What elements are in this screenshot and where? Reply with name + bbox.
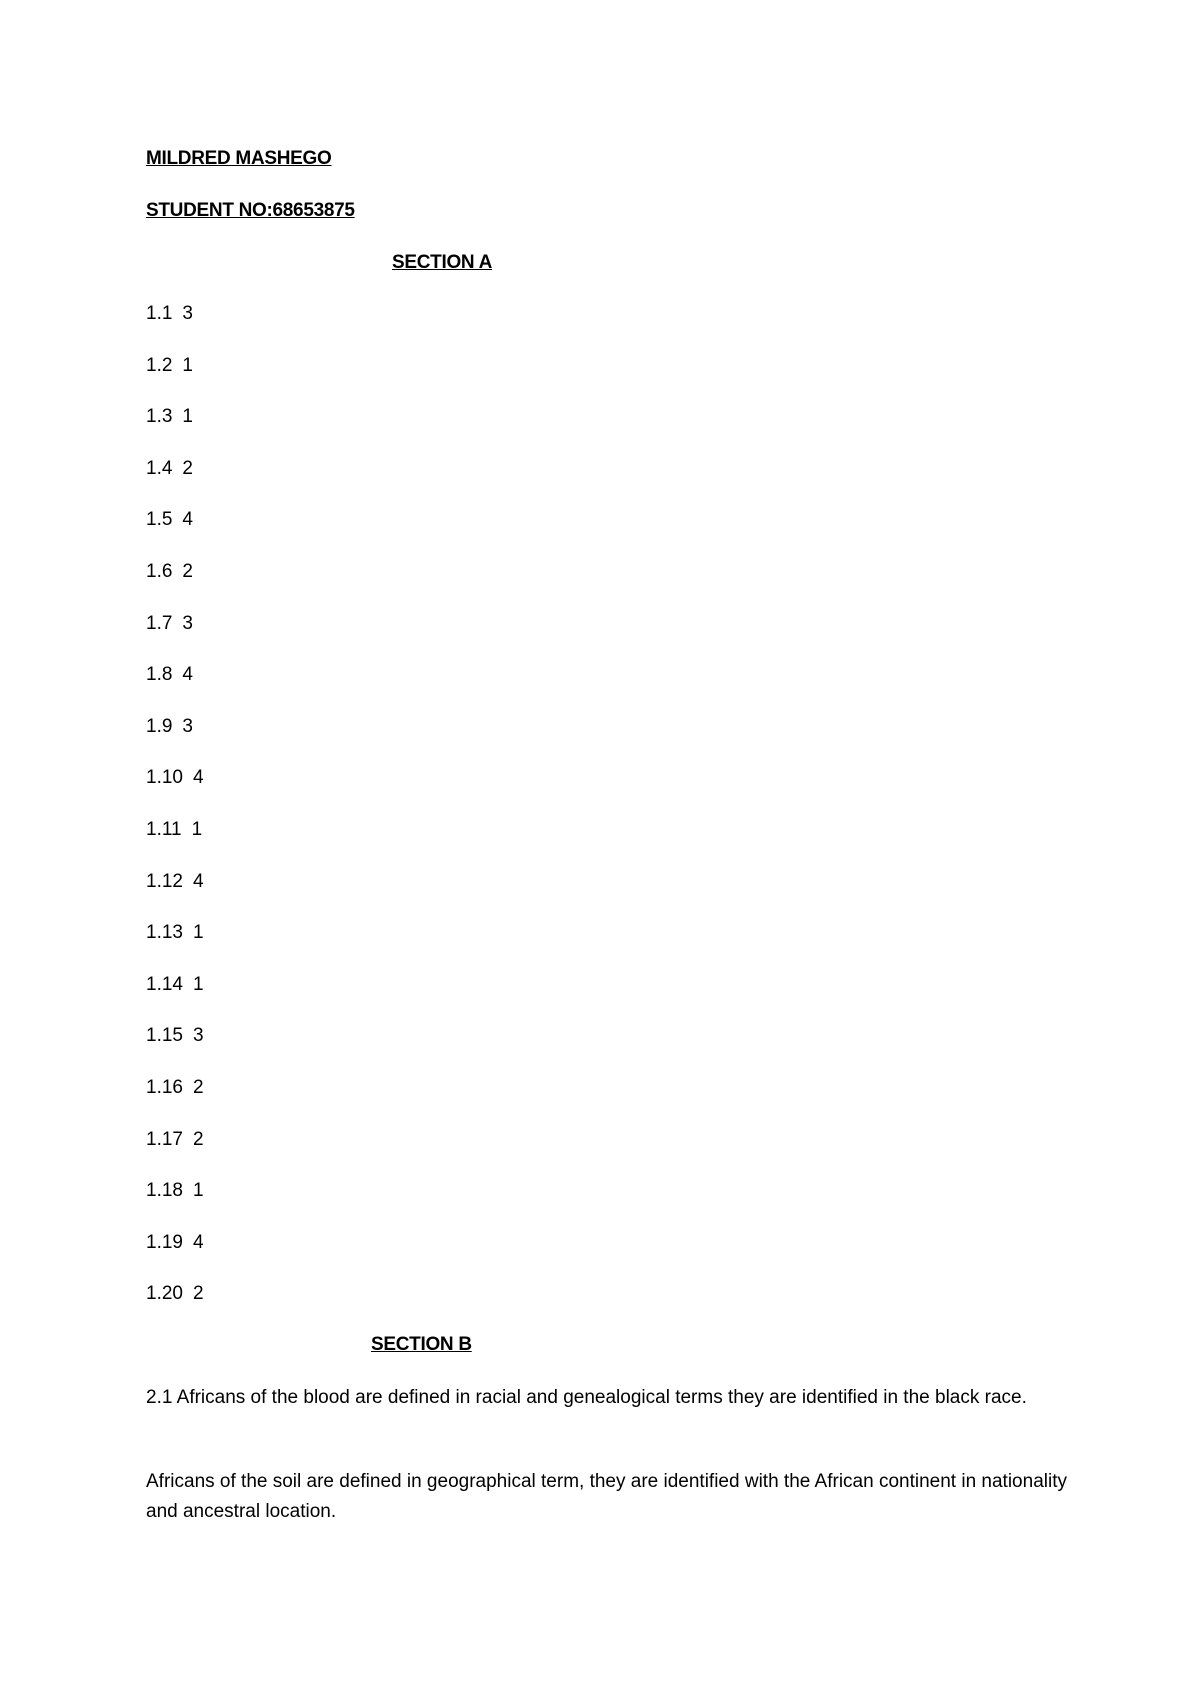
- question-number: 1.7: [146, 612, 173, 634]
- answer-value: 3: [192, 1025, 204, 1047]
- question-number: 1.2: [146, 354, 173, 376]
- answer-row: [146, 458, 204, 510]
- question-number: 1.12: [146, 870, 183, 892]
- answer-value: 2: [182, 560, 193, 582]
- answer-value: 1: [191, 818, 203, 840]
- answer-row: [146, 406, 204, 458]
- answer-row: [146, 509, 204, 561]
- answer-value: 4: [192, 767, 204, 789]
- answer-value: 2: [192, 1076, 204, 1098]
- question-number: 1.14: [146, 973, 183, 995]
- question-number: 1.8: [146, 664, 173, 686]
- student-number: STUDENT NO:68653875: [146, 200, 355, 221]
- answer-value: 1: [192, 1180, 204, 1202]
- section-a-title: SECTION A: [392, 252, 493, 273]
- question-number: 1.1: [146, 303, 173, 324]
- question-number: 1.3: [146, 406, 173, 428]
- answer-value: 2: [192, 1128, 204, 1150]
- question-number: 1.9: [146, 715, 173, 737]
- answer-value: 2: [182, 457, 193, 479]
- answer-value: 4: [192, 870, 204, 892]
- section-b-paragraph: Africans of the soil are defined in geographical term, they are identified with the African continent in nationality and ancestral location.: [146, 1471, 1067, 1522]
- answer-value: 1: [182, 406, 193, 428]
- question-number: 1.5: [146, 509, 173, 531]
- answer-value: 4: [192, 1231, 204, 1253]
- answer-row: [146, 974, 204, 1026]
- answer-row: [146, 1077, 204, 1129]
- student-name: MILDRED MASHEGO: [146, 148, 332, 169]
- answer-row: [146, 716, 204, 768]
- question-number: 1.11: [146, 818, 182, 840]
- question-number: 1.4: [146, 457, 173, 479]
- answer-value: 4: [182, 664, 193, 686]
- answer-row: [146, 1025, 204, 1077]
- answer-row: [146, 922, 204, 974]
- answer-row: [146, 303, 204, 355]
- question-number: 1.20: [146, 1283, 183, 1305]
- question-number: 1.16: [146, 1076, 183, 1098]
- answer-row: [146, 1129, 204, 1181]
- answer-value: 1: [192, 922, 204, 944]
- question-number: 1.6: [146, 560, 173, 582]
- answer-value: 2: [192, 1283, 204, 1305]
- question-number: 1.17: [146, 1128, 183, 1150]
- answer-row: [146, 561, 204, 613]
- question-number: 1.13: [146, 922, 183, 944]
- section-b-title: SECTION B: [371, 1334, 472, 1355]
- answer-row: [146, 819, 204, 871]
- question-number: 1.19: [146, 1231, 183, 1253]
- answer-row: [146, 767, 204, 819]
- question-number: 1.15: [146, 1025, 183, 1047]
- answer-value: 3: [182, 612, 193, 634]
- answer-row: [146, 1180, 204, 1232]
- answer-value: 4: [182, 509, 193, 531]
- answer-row: [146, 355, 204, 407]
- answer-row: [146, 1232, 204, 1284]
- answer-value: 3: [182, 303, 193, 324]
- question-number: 1.18: [146, 1180, 183, 1202]
- answer-row: [146, 664, 204, 716]
- answer-value: 3: [182, 715, 193, 737]
- answer-value: 1: [192, 973, 204, 995]
- answer-value: 1: [182, 354, 193, 376]
- answer-row: [146, 613, 204, 665]
- section-b-paragraph: 2.1 Africans of the blood are defined in racial and genealogical terms they are identified in the black race.: [146, 1387, 1027, 1408]
- answer-row: [146, 1283, 204, 1335]
- section-a-answer-list: [146, 303, 204, 1335]
- question-number: 1.10: [146, 767, 183, 789]
- answer-row: [146, 871, 204, 923]
